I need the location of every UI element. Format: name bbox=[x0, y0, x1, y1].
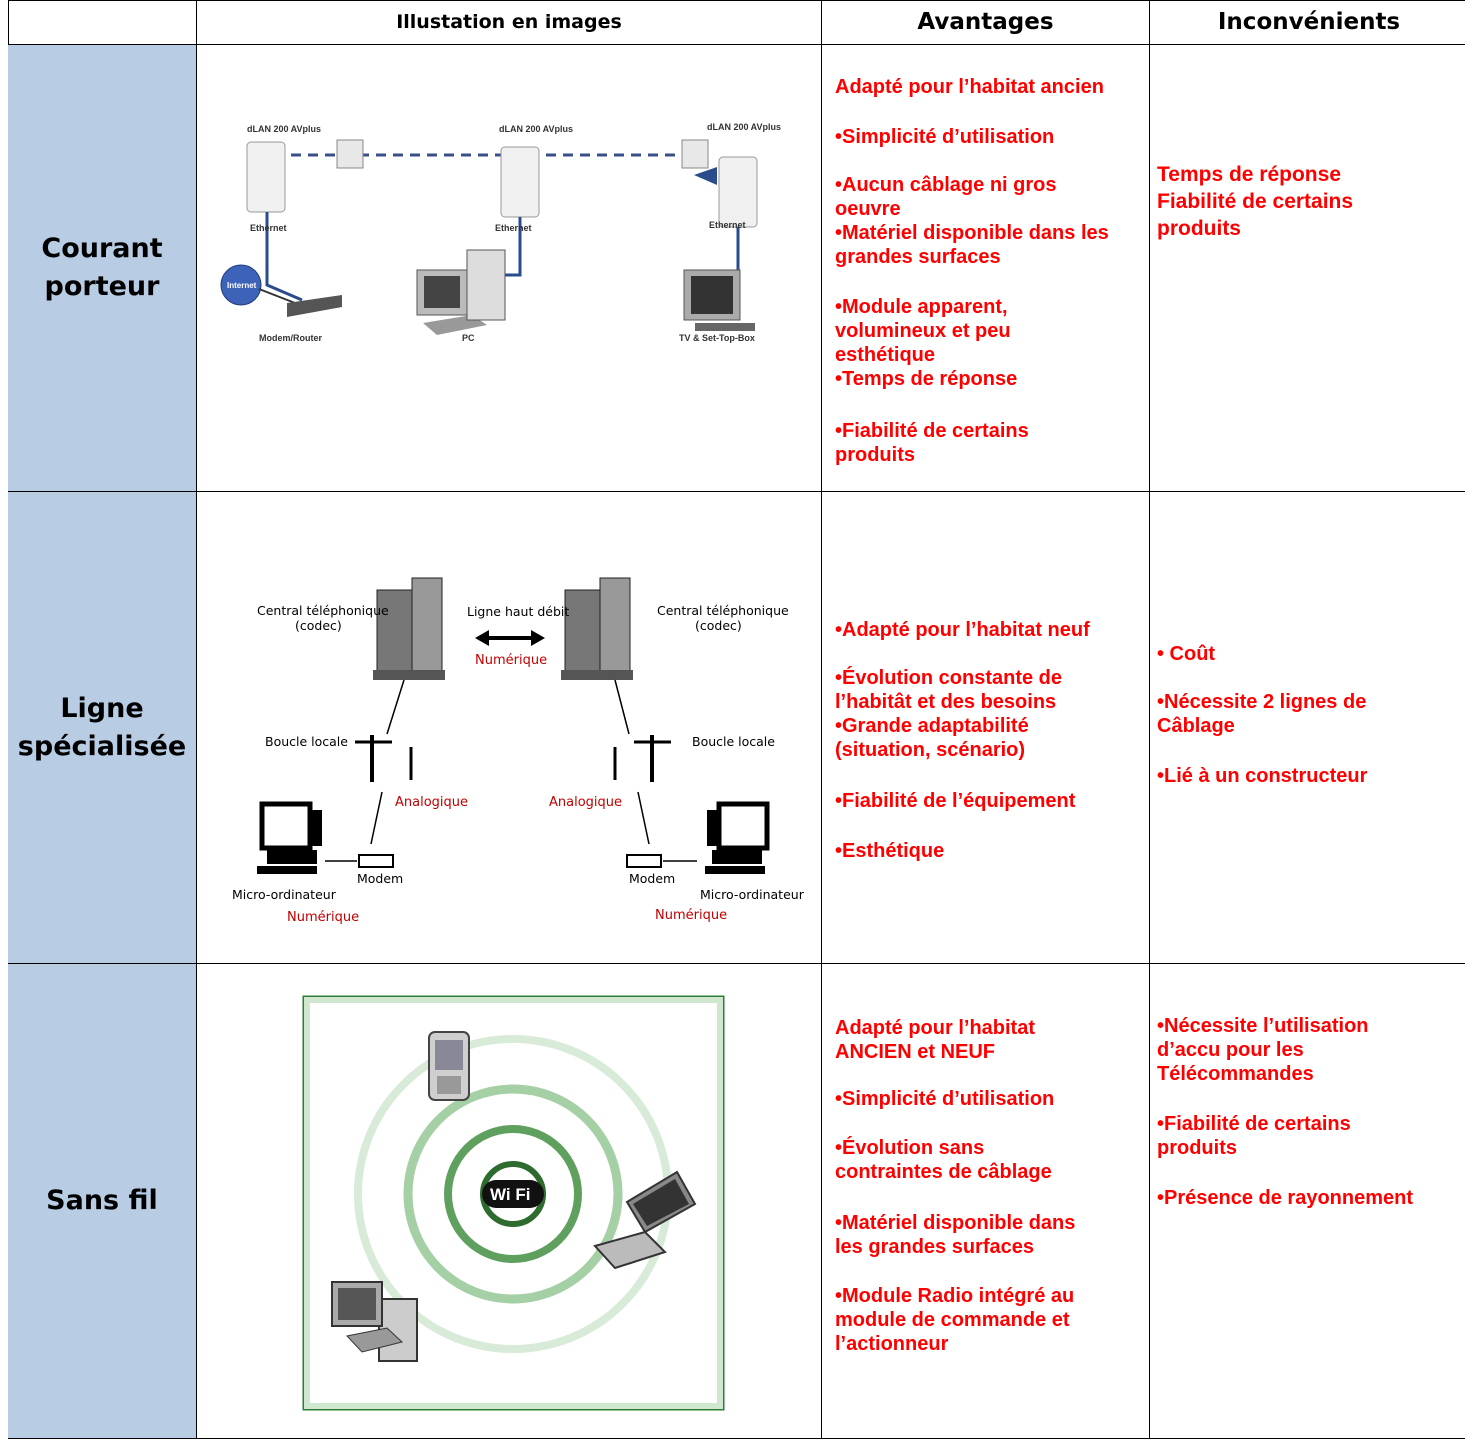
avantages-courant-porteur bbox=[822, 45, 1150, 492]
inconvenient-item: •Nécessite l’utilisation d’accu pour les Télécommandes bbox=[1157, 1015, 1369, 1085]
illustration-courant-porteur bbox=[197, 45, 822, 492]
building-icon bbox=[561, 578, 633, 680]
avantages-ligne-specialisee bbox=[822, 492, 1150, 964]
avantage-item: •Aucun câblage ni gros oeuvre •Matériel disponible dans les grandes surfaces bbox=[835, 174, 1109, 268]
outlet-icon bbox=[337, 140, 363, 168]
avantage-item: •Matériel disponible dans les grandes surfaces bbox=[835, 1212, 1076, 1258]
wifi-diagram bbox=[197, 964, 821, 1438]
row-label-courant-porteur: Courant porteur bbox=[8, 45, 197, 492]
avantage-item: •Fiabilité de certains produits bbox=[835, 420, 1029, 466]
illustration-ligne-specialisee bbox=[197, 492, 822, 964]
micro-label: Micro-ordinateur bbox=[232, 887, 336, 902]
comparison-table bbox=[8, 0, 1465, 1439]
telephone-pole-icon bbox=[355, 735, 411, 782]
header-illustration bbox=[197, 0, 822, 45]
numerique-label: Numérique bbox=[287, 910, 360, 925]
avantage-item: •Simplicité d’utilisation bbox=[835, 126, 1055, 148]
micro-label: Micro-ordinateur bbox=[700, 887, 804, 902]
arrow-left-icon bbox=[475, 630, 489, 646]
numerique-label: Numérique bbox=[655, 908, 728, 923]
boucle-label: Boucle locale bbox=[692, 734, 775, 749]
inconvenients-courant-porteur bbox=[1150, 45, 1465, 492]
set-top-box-icon bbox=[695, 323, 755, 331]
central-right-label: Central téléphonique (codec) bbox=[657, 603, 789, 633]
avantage-item: •Simplicité d’utilisation bbox=[835, 1088, 1055, 1110]
device-label: dLAN 200 AVplus bbox=[247, 124, 322, 134]
avantage-item: •Fiabilité de l’équipement bbox=[835, 790, 1076, 812]
arrow-icon bbox=[694, 167, 717, 185]
header-avantages bbox=[822, 0, 1150, 45]
telephone-pole-icon bbox=[615, 735, 671, 782]
plug-adapter-icon bbox=[247, 142, 285, 212]
modem-label: Modem/Router bbox=[259, 333, 322, 343]
avantages-sans-fil bbox=[822, 964, 1150, 1439]
row-label-ligne-specialisee: Ligne spécialisée bbox=[8, 492, 197, 964]
plc-diagram bbox=[197, 45, 821, 491]
computer-icon bbox=[257, 804, 322, 874]
avantage-item: •Esthétique bbox=[835, 840, 945, 862]
analogique-label: Analogique bbox=[549, 795, 623, 810]
header-col3-label: Avantages bbox=[917, 9, 1054, 35]
internet-label: Internet bbox=[227, 281, 257, 290]
modem-icon bbox=[627, 855, 661, 867]
plug-adapter-icon bbox=[501, 147, 539, 217]
plug-adapter-icon bbox=[719, 157, 757, 227]
inconvenient-item: •Lié à un constructeur bbox=[1157, 765, 1368, 787]
inconvenients-sans-fil bbox=[1150, 964, 1465, 1439]
illustration-sans-fil bbox=[197, 964, 822, 1439]
ethernet-label: Ethernet bbox=[250, 223, 287, 233]
boucle-label: Boucle locale bbox=[265, 734, 348, 749]
avantage-item: •Module Radio intégré au module de commande et l’actionneur bbox=[835, 1285, 1075, 1355]
header-col2-label: Illustation en images bbox=[396, 11, 622, 33]
building-icon bbox=[373, 578, 445, 680]
analogique-label: Analogique bbox=[395, 795, 469, 810]
avantage-item: Adapté pour l’habitat ANCIEN et NEUF bbox=[835, 1017, 1035, 1063]
inconvenient-item: •Fiabilité de certains produits bbox=[1157, 1113, 1351, 1159]
outlet-icon bbox=[682, 140, 708, 168]
avantage-item: •Évolution sans contraintes de câblage bbox=[835, 1137, 1052, 1183]
inconvenient-item: • Coût bbox=[1157, 643, 1216, 665]
inconvenient-item: Temps de réponse Fiabilité de certains produits bbox=[1157, 163, 1354, 240]
central-left-label: Central téléphonique (codec) bbox=[257, 603, 389, 633]
ethernet-label: Ethernet bbox=[495, 223, 532, 233]
modem-label: Modem bbox=[357, 871, 404, 886]
inconvenients-ligne-specialisee bbox=[1150, 492, 1465, 964]
tv-label: TV & Set-Top-Box bbox=[679, 333, 755, 343]
ligne-label: Ligne haut débit bbox=[467, 604, 570, 619]
header-inconvenients bbox=[1150, 0, 1465, 45]
modem-icon bbox=[359, 855, 393, 867]
device-label: dLAN 200 AVplus bbox=[707, 122, 782, 132]
pc-label: PC bbox=[462, 333, 475, 343]
numerique-label: Numérique bbox=[475, 653, 548, 668]
header-col4-label: Inconvénients bbox=[1217, 9, 1401, 35]
computer-icon bbox=[705, 804, 767, 874]
avantage-item: •Évolution constante de l’habitât et des besoins •Grande adaptabilité (situation, scénario) bbox=[835, 667, 1063, 761]
device-label: dLAN 200 AVplus bbox=[499, 124, 574, 134]
modem-label: Modem bbox=[629, 871, 676, 886]
ethernet-label: Ethernet bbox=[709, 220, 746, 230]
inconvenient-item: •Présence de rayonnement bbox=[1157, 1187, 1413, 1209]
phone-icon bbox=[429, 1032, 469, 1100]
wifi-logo-text: Wi Fi bbox=[490, 1185, 531, 1204]
inconvenient-item: •Nécessite 2 lignes de Câblage bbox=[1157, 691, 1367, 737]
avantage-item: •Module apparent, volumineux et peu esthétique •Temps de réponse bbox=[835, 296, 1018, 390]
header-empty-cell bbox=[8, 0, 197, 45]
avantage-item: •Adapté pour l’habitat neuf bbox=[835, 619, 1090, 641]
avantage-item: Adapté pour l’habitat ancien bbox=[835, 76, 1104, 98]
row-label-sans-fil: Sans fil bbox=[8, 964, 197, 1439]
leased-line-diagram bbox=[197, 492, 821, 963]
tower-icon bbox=[467, 250, 505, 320]
arrow-right-icon bbox=[531, 630, 545, 646]
